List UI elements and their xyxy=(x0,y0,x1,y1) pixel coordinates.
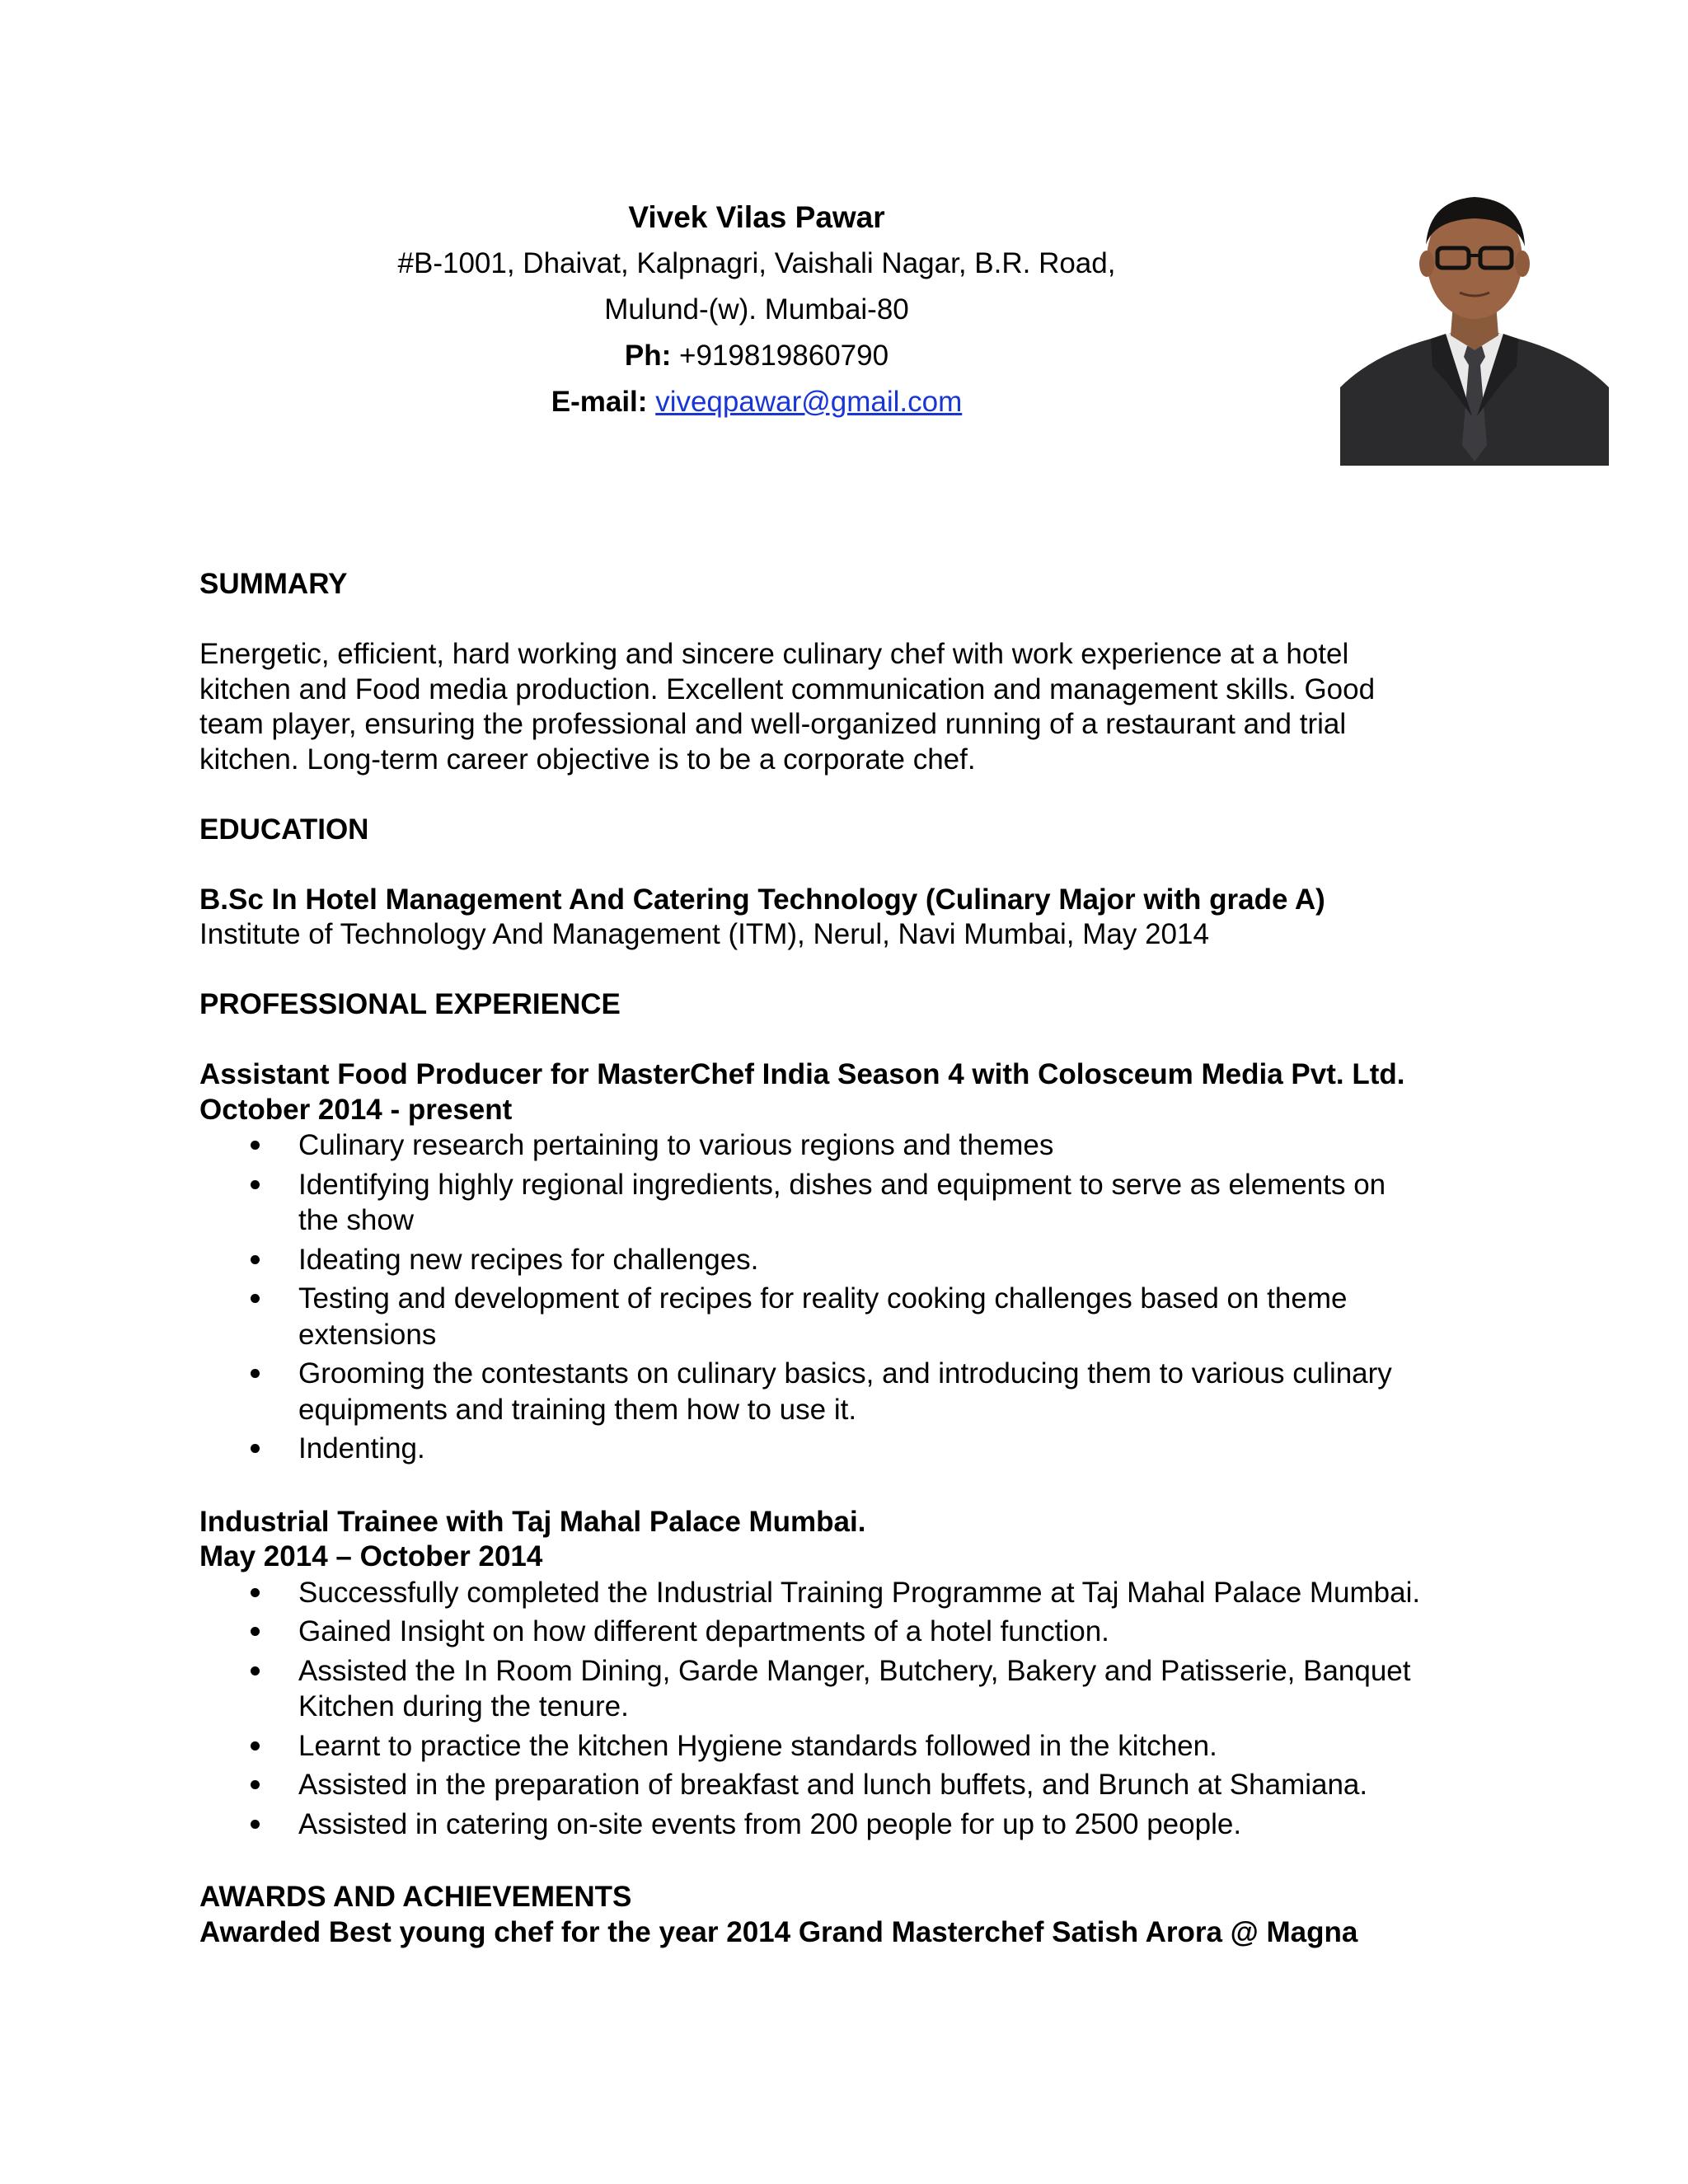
email-label: E-mail: xyxy=(551,386,648,418)
experience-heading: PROFESSIONAL EXPERIENCE xyxy=(199,988,621,1020)
job-dates: October 2014 - present xyxy=(199,1093,513,1126)
list-item xyxy=(199,1242,1502,1278)
job-dates: May 2014 – October 2014 xyxy=(199,1540,543,1572)
list-item xyxy=(199,1167,1502,1239)
institute-line: Institute of Technology And Management (ITM), Nerul, Navi Mumbai, May 2014 xyxy=(199,918,1209,950)
job-title: Assistant Food Producer for MasterChef India Season 4 with Colosceum Media Pvt. Ltd. xyxy=(199,1058,1405,1090)
list-item xyxy=(199,1356,1502,1427)
bullet-icon xyxy=(251,1180,260,1189)
contact-header xyxy=(198,194,1315,425)
summary-heading: SUMMARY xyxy=(199,568,348,600)
bullet-text: Identifying highly regional ingredients, dishes and equipment to serve as elements on xyxy=(298,1168,1386,1201)
phone-label: Ph: xyxy=(624,340,672,372)
candidate-name: Vivek Vilas Pawar xyxy=(628,200,885,234)
bullet-text: Successfully completed the Industrial Training Programme at Taj Mahal Palace Mumbai. xyxy=(298,1576,1421,1609)
bullet-text: Culinary research pertaining to various regions and themes xyxy=(298,1129,1054,1161)
bullet-text: Indenting. xyxy=(298,1432,425,1465)
job-duties-list xyxy=(199,1127,1502,1467)
summary-line: kitchen and Food media production. Excellent communication and management skills. Good xyxy=(199,673,1376,705)
awards-heading: AWARDS AND ACHIEVEMENTS xyxy=(199,1881,632,1913)
summary-line: kitchen. Long-term career objective is to be a corporate chef. xyxy=(199,743,976,776)
list-item xyxy=(199,1614,1502,1650)
profile-photo xyxy=(1340,177,1609,466)
bullet-text: Ideating new recipes for challenges. xyxy=(298,1243,759,1276)
email-line xyxy=(198,379,1315,425)
bullet-text: Assisted in catering on-site events from 200 people for up to 2500 people. xyxy=(298,1807,1242,1840)
bullet-icon xyxy=(251,1588,260,1597)
bullet-icon xyxy=(251,1294,260,1303)
bullet-text: Testing and development of recipes for reality cooking challenges based on theme xyxy=(298,1282,1348,1315)
bullet-text: Kitchen during the tenure. xyxy=(298,1690,629,1722)
bullet-text: Learnt to practice the kitchen Hygiene standards followed in the kitchen. xyxy=(298,1729,1217,1762)
bullet-icon xyxy=(251,1820,260,1829)
bullet-icon xyxy=(251,1369,260,1378)
bullet-text: extensions xyxy=(298,1318,437,1351)
bullet-text: equipments and training them how to use it. xyxy=(298,1393,857,1426)
degree-title: B.Sc In Hotel Management And Catering Technology (Culinary Major with grade A) xyxy=(199,883,1325,916)
job-duties-list xyxy=(199,1575,1502,1843)
list-item xyxy=(199,1767,1502,1803)
bullet-text: Gained Insight on how different departments of a hotel function. xyxy=(298,1615,1109,1647)
address-line-2: Mulund-(w). Mumbai-80 xyxy=(604,293,909,326)
phone-number: +919819860790 xyxy=(671,340,889,372)
list-item xyxy=(199,1127,1502,1164)
list-item xyxy=(199,1281,1502,1352)
summary-line: Energetic, efficient, hard working and sincere culinary chef with work experience at a hotel xyxy=(199,638,1349,670)
address-line-1: #B-1001, Dhaivat, Kalpnagri, Vaishali Nagar, B.R. Road, xyxy=(397,247,1116,279)
resume-body xyxy=(199,567,1502,1950)
bullet-text: the show xyxy=(298,1204,415,1236)
list-item xyxy=(199,1431,1502,1467)
bullet-icon xyxy=(251,1255,260,1264)
summary-text xyxy=(199,637,1502,777)
list-item xyxy=(199,1807,1502,1843)
bullet-text: Assisted in the preparation of breakfast and lunch buffets, and Brunch at Shamiana. xyxy=(298,1769,1368,1801)
job-title: Industrial Trainee with Taj Mahal Palace Mumbai. xyxy=(199,1505,866,1538)
list-item xyxy=(199,1728,1502,1765)
bullet-text: Assisted the In Room Dining, Garde Manger, Butchery, Bakery and Patisserie, Banquet xyxy=(298,1654,1411,1687)
list-item xyxy=(199,1575,1502,1611)
bullet-icon xyxy=(251,1444,260,1453)
email-link[interactable]: viveqpawar@gmail.com xyxy=(655,386,963,418)
education-heading: EDUCATION xyxy=(199,813,369,846)
phone-line xyxy=(198,333,1315,379)
summary-line: team player, ensuring the professional and well-organized running of a restaurant and trial xyxy=(199,708,1347,740)
bullet-icon xyxy=(251,1741,260,1750)
bullet-icon xyxy=(251,1780,260,1789)
bullet-text: Grooming the contestants on culinary basics, and introducing them to various culinary xyxy=(298,1357,1392,1390)
bullet-icon xyxy=(251,1141,260,1150)
award-text: Awarded Best young chef for the year 2014 Grand Masterchef Satish Arora @ Magna xyxy=(199,1915,1358,1948)
list-item xyxy=(199,1653,1502,1725)
bullet-icon xyxy=(251,1666,260,1675)
bullet-icon xyxy=(251,1627,260,1636)
